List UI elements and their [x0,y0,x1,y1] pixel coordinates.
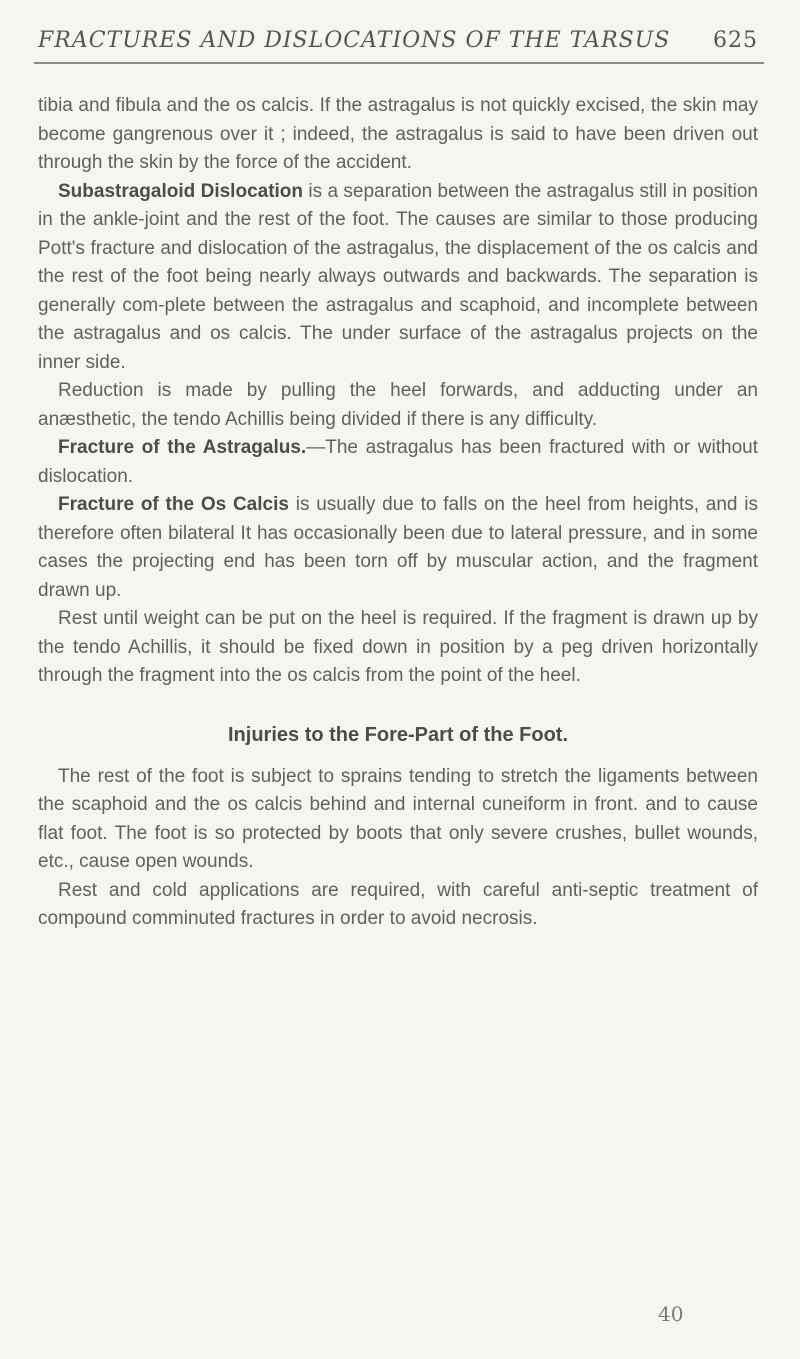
paragraph-fore-part: The rest of the foot is subject to sprains tending to stretch the ligaments between the scaphoid and the os calcis behind and internal cuneiform in front. and to cause flat foot. The foot is so protected by boots that only severe crushes, bullet wounds, etc., cause open wounds. [38,765,758,872]
runin-heading-subastragaloid: Subastragaloid Dislocation [58,180,304,202]
paragraph-astragalus-fracture [38,434,758,491]
paragraph-reduction: Reduction is made by pulling the heel forwards, and adducting under an anæsthetic, the tendo Achillis being divided if there is any difficulty. [38,380,758,430]
signature-mark: 40 [658,1302,684,1326]
body-text [38,92,758,934]
running-head [38,28,758,54]
section-heading: Injuries to the Fore-Part of the Foot. [228,723,568,746]
paragraph-subastragaloid-text: is a separation between the astragalus still in position in the ankle-joint and the rest of the foot. The causes are similar to those producing Pott's fracture and dislocation of the astragalus, the displacement of the os calcis and the rest of the foot being nearly always outwards and backwards. The separation is generally com-plete between the astragalus and scaphoid, and incomplete between the astragalus and os calcis. The under surface of the astragalus projects on the inner side. [38,180,759,373]
paragraph-subastragaloid [38,178,758,378]
runin-heading-astragalus: Fracture of the Astragalus. [58,437,307,458]
runin-heading-os-calcis: Fracture of the Os Calcis [58,494,289,515]
paragraph-treatment: Rest and cold applications are required, with careful anti-septic treatment of compound comminuted fractures in order to avoid necrosis. [38,879,758,929]
book-page [38,28,758,1338]
paragraph-os-calcis [38,491,758,605]
paragraph-1: tibia and fibula and the os calcis. If the astragalus is not quickly excised, the skin may become gangrenous over it ; indeed, the astragalus is said to have been driven out through the skin by the force of the accident. [38,95,758,173]
page-number: 625 [713,28,758,53]
paragraph-os-calcis-text: is usually due to falls on the heel from heights, and is therefore often bilateral It has occasionally been due to lateral pressure, and in some cases the projecting end has been torn off by muscular action, and the fragment drawn up. [38,494,759,601]
header-rule [34,62,764,64]
paragraph-rest: Rest until weight can be put on the heel is required. If the fragment is drawn up by the tendo Achillis, it should be fixed down in position by a peg driven horizontally through the fragment into the os calcis from the point of the heel. [38,608,758,686]
running-title: FRACTURES AND DISLOCATIONS OF THE TARSUS [38,28,671,53]
paragraph-astragalus-text: —The astragalus has been fractured with or without dislocation. [38,437,758,487]
